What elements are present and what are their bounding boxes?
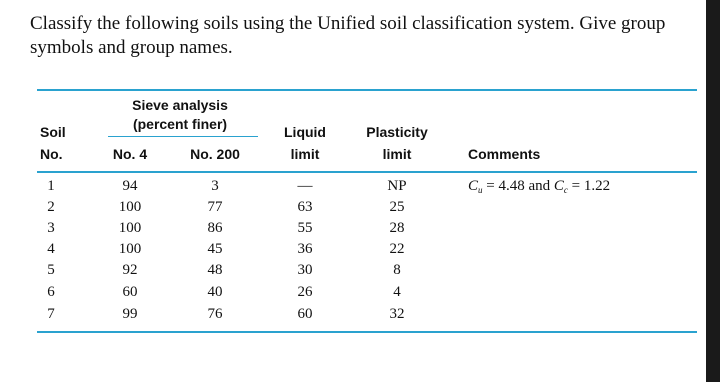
header-liquid-line1: Liquid <box>284 124 326 140</box>
header-soil-line2: No. <box>40 146 63 162</box>
header-plasticity-line2: limit <box>382 146 412 162</box>
table-bottom-rule <box>37 331 697 333</box>
cell-no200: 40 <box>207 284 223 300</box>
header-plasticity-line1: Plasticity <box>366 124 428 140</box>
header-comments: Comments <box>468 146 541 162</box>
header-no200: No. 200 <box>190 146 240 162</box>
cell-plasticity-limit: 25 <box>389 199 405 215</box>
cell-no200: 48 <box>207 262 223 278</box>
cell-no4: 99 <box>122 306 138 322</box>
cell-soil: 6 <box>47 284 55 300</box>
cu-subscript: u <box>478 185 483 195</box>
cell-soil: 4 <box>47 241 55 257</box>
cu-symbol: C <box>468 178 479 194</box>
cell-no200: 3 <box>211 178 219 194</box>
cc-subscript: c <box>563 185 568 195</box>
cell-liquid-limit: 55 <box>297 220 313 236</box>
cell-comment <box>468 177 698 199</box>
table-top-rule <box>37 89 697 91</box>
sieve-group-rule <box>108 136 258 137</box>
cell-soil: 7 <box>47 306 55 322</box>
cell-no4: 92 <box>122 262 138 278</box>
cell-no4: 100 <box>118 220 142 236</box>
cell-no4: 94 <box>122 178 138 194</box>
header-soil-line1: Soil <box>40 124 66 140</box>
cell-soil: 2 <box>47 199 55 215</box>
cell-plasticity-limit: 32 <box>389 306 405 322</box>
table-header-rule <box>37 171 697 173</box>
cell-no4: 100 <box>118 199 142 215</box>
cell-no200: 76 <box>207 306 223 322</box>
header-liquid-line2: limit <box>290 146 320 162</box>
cell-plasticity-limit: 4 <box>393 284 401 300</box>
cc-value: = 1.22 <box>567 178 611 194</box>
cc-symbol: C <box>553 178 564 194</box>
cell-no200: 77 <box>207 199 223 215</box>
header-sieve-line1: Sieve analysis <box>132 97 228 113</box>
cell-liquid-limit: 63 <box>297 199 313 215</box>
cell-plasticity-limit: NP <box>387 178 407 194</box>
cell-liquid-limit: 26 <box>297 284 313 300</box>
cu-value: = 4.48 and <box>482 178 554 194</box>
cell-liquid-limit: 60 <box>297 306 313 322</box>
cell-liquid-limit: 36 <box>297 241 313 257</box>
cell-liquid-limit: 30 <box>297 262 313 278</box>
cell-liquid-limit: — <box>297 178 313 194</box>
cell-soil: 1 <box>47 178 55 194</box>
header-no4: No. 4 <box>112 146 148 162</box>
cell-plasticity-limit: 28 <box>389 220 405 236</box>
cell-no200: 45 <box>207 241 223 257</box>
cell-no200: 86 <box>207 220 223 236</box>
cell-no4: 100 <box>118 241 142 257</box>
question-text: Classify the following soils using the Unified soil classification system. Give group symbols and group names. <box>30 13 666 58</box>
header-sieve-line2: (percent finer) <box>132 116 228 132</box>
cell-soil: 5 <box>47 262 55 278</box>
cell-no4: 60 <box>122 284 138 300</box>
cell-soil: 3 <box>47 220 55 236</box>
cell-plasticity-limit: 8 <box>393 262 401 278</box>
cell-plasticity-limit: 22 <box>389 241 405 257</box>
page-edge <box>706 0 720 382</box>
